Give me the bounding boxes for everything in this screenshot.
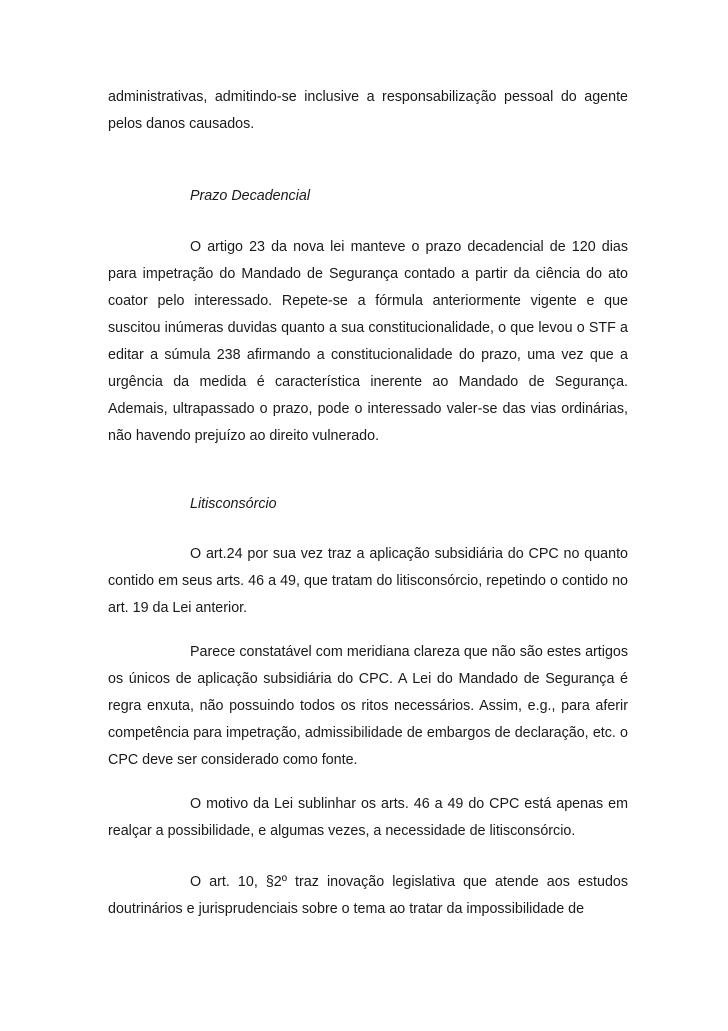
paragraph-parece: Parece constatável com meridiana clareza que não são estes artigos os únicos de aplicação subsidiária do CPC. A Lei do Mandado de Segurança é regra enxuta, não possuindo todos os ritos necessários. Assim, e.g., para aferir competência para impetração, admissibilidade de embargos de declaração, etc. o CPC deve ser considerado como fonte.	[108, 644, 628, 768]
heading-litisconsorcio: Litisconsórcio	[190, 496, 277, 512]
paragraph-art10: O art. 10, §2º traz inovação legislativa que atende aos estudos doutrinários e jurisprudenciais sobre o tema ao tratar da impossibilidade de	[108, 874, 628, 917]
paragraph-intro: administrativas, admitindo-se inclusive a responsabilização pessoal do agente pelos danos causados.	[108, 89, 628, 132]
paragraph-motivo: O motivo da Lei sublinhar os arts. 46 a 49 do CPC está apenas em realçar a possibilidade, e algumas vezes, a necessidade de litisconsórcio.	[108, 796, 628, 839]
heading-prazo-decadencial: Prazo Decadencial	[190, 188, 311, 204]
paragraph-prazo: O artigo 23 da nova lei manteve o prazo decadencial de 120 dias para impetração do Mandado de Segurança contado a partir da ciência do ato coator pelo interessado. Repete-se a fórmula anteriormente vigente e que suscitou inúmeras duvidas quanto a sua constitucionalidade, o que levou o STF a editar a súmula 238 afirmando a constitucionalidade do prazo, uma vez que a urgência da medida é característica inerente ao Mandado de Segurança. Ademais, ultrapassado o prazo, pode o interessado valer-se das vias ordinárias, não havendo prejuízo ao direito vulnerado.	[108, 239, 628, 444]
paragraph-art24: O art.24 por sua vez traz a aplicação subsidiária do CPC no quanto contido em seus arts. 46 a 49, que tratam do litisconsórcio, repetindo o contido no art. 19 da Lei anterior.	[108, 546, 628, 616]
